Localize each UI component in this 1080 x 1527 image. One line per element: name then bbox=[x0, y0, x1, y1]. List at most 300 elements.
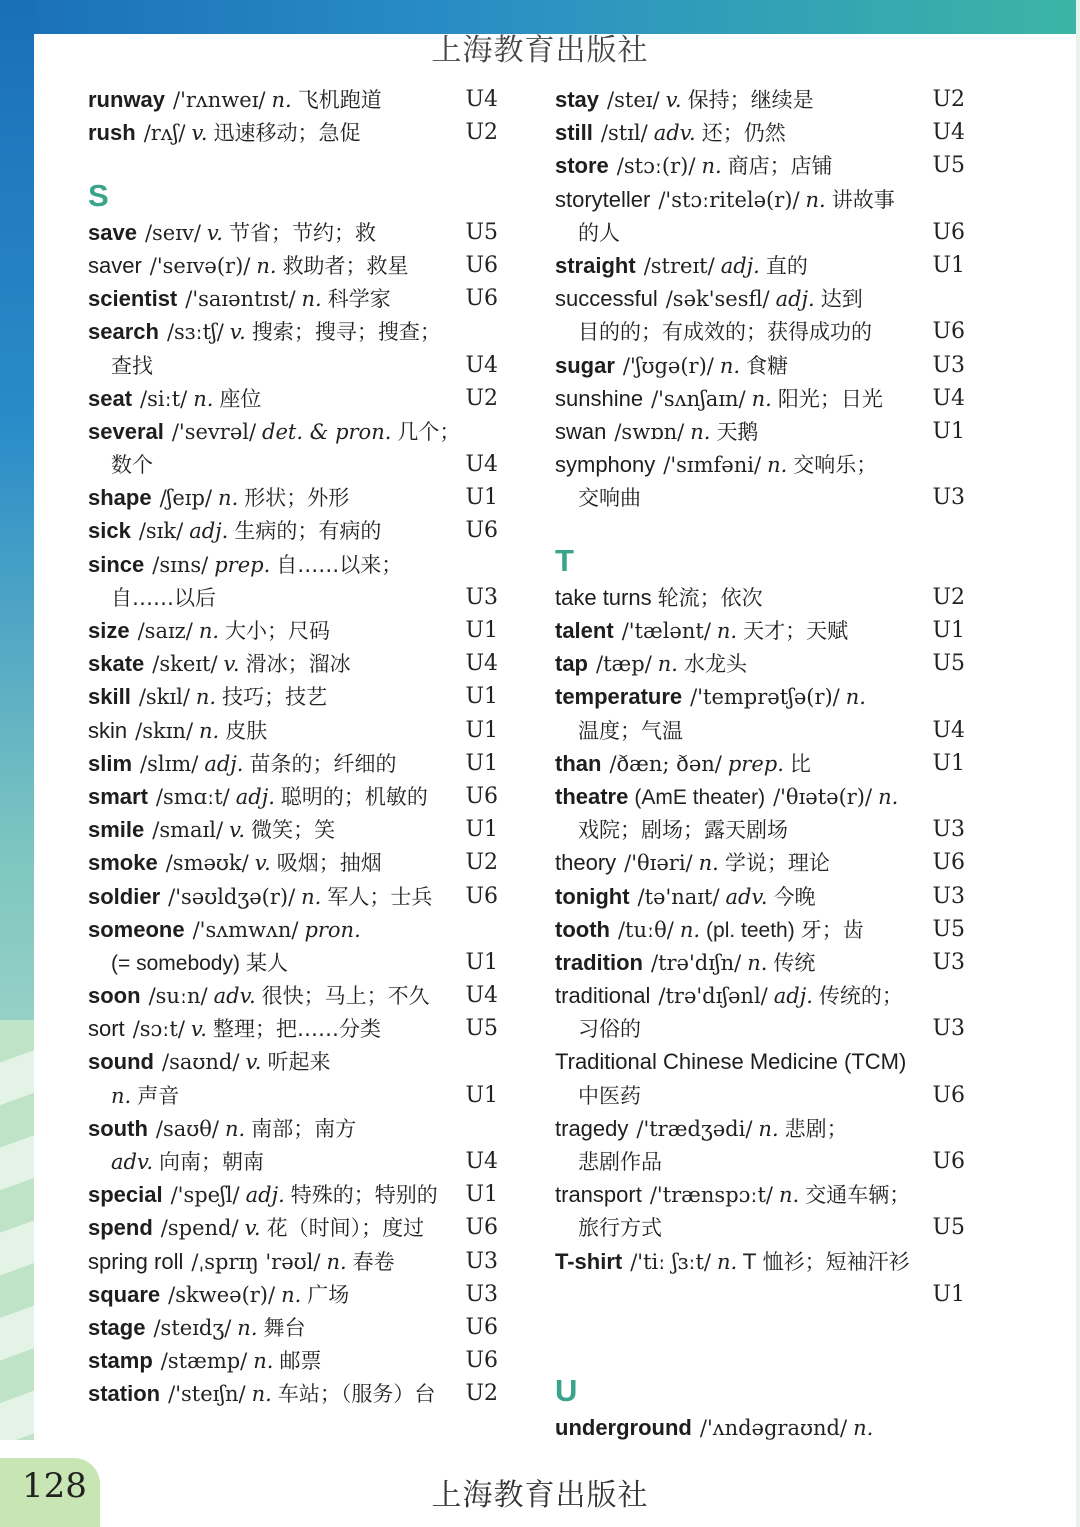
headword: temperature bbox=[555, 684, 683, 710]
entry-continuation bbox=[88, 349, 498, 382]
unit-ref: U5 bbox=[465, 1016, 498, 1042]
definition: 悲剧作品 bbox=[578, 1150, 662, 1175]
headword: smoke bbox=[88, 850, 158, 876]
glossary-entry bbox=[555, 349, 965, 382]
left-border bbox=[0, 0, 34, 1440]
glossary-entry bbox=[555, 382, 965, 415]
part-of-speech: n. bbox=[193, 386, 214, 411]
headword: spring roll bbox=[88, 1248, 184, 1274]
unit-ref: U3 bbox=[932, 949, 965, 975]
phonetic: /trə'dɪʃn/ bbox=[651, 950, 742, 975]
phonetic: /suːn/ bbox=[148, 984, 208, 1009]
entry-continuation bbox=[555, 481, 965, 514]
headword: sunshine bbox=[555, 385, 644, 411]
glossary-entry bbox=[555, 415, 965, 448]
definition: 学说；理论 bbox=[724, 851, 830, 876]
phonetic: /saɪz/ bbox=[137, 619, 193, 644]
part-of-speech: n. bbox=[199, 718, 220, 743]
headword: slim bbox=[88, 750, 133, 776]
unit-ref: U1 bbox=[932, 750, 965, 776]
glossary-entry bbox=[88, 680, 498, 713]
definition: 数个 bbox=[111, 453, 153, 478]
definition: 车站；（服务）台 bbox=[277, 1382, 436, 1407]
phonetic: /'θɪətə(r)/ bbox=[773, 784, 873, 809]
headword: save bbox=[88, 219, 137, 245]
headword: sick bbox=[88, 518, 131, 544]
glossary-entry bbox=[555, 581, 965, 614]
part-of-speech: n. bbox=[845, 685, 866, 710]
headword: sugar bbox=[555, 352, 615, 378]
part-of-speech: adv. bbox=[725, 884, 768, 909]
phonetic: /skɪn/ bbox=[135, 718, 194, 743]
definition: 生病的；有病的 bbox=[234, 519, 382, 544]
definition: 阳光；日光 bbox=[777, 386, 883, 411]
headword: skill bbox=[88, 684, 131, 710]
headword: since bbox=[88, 551, 145, 577]
phonetic: /sɔːt/ bbox=[132, 1017, 185, 1042]
part-of-speech: v. bbox=[206, 220, 223, 245]
definition: 搜索；搜寻；搜查； bbox=[251, 320, 441, 345]
unit-ref: U5 bbox=[465, 219, 498, 245]
definition: 传统的； bbox=[818, 984, 903, 1009]
part-of-speech: adj. bbox=[245, 1183, 285, 1208]
part-of-speech: n. bbox=[301, 884, 322, 909]
definition: 很快；马上；不久 bbox=[261, 984, 430, 1009]
headword: take turns bbox=[555, 584, 652, 610]
definition: 滑冰；溜冰 bbox=[245, 652, 351, 677]
glossary-entry bbox=[88, 913, 498, 946]
headword: talent bbox=[555, 618, 614, 644]
part-of-speech: n. bbox=[256, 253, 277, 278]
letter-section-row bbox=[555, 514, 965, 580]
glossary-entry bbox=[555, 979, 965, 1012]
headword: tonight bbox=[555, 883, 630, 909]
phonetic: /siːt/ bbox=[140, 386, 188, 411]
part-of-speech: adv. bbox=[213, 984, 256, 1009]
definition: 还；仍然 bbox=[701, 121, 786, 146]
part-of-speech: n. bbox=[716, 619, 738, 644]
headword: symphony bbox=[555, 452, 656, 478]
unit-ref: U4 bbox=[465, 452, 498, 478]
headword: soldier bbox=[88, 883, 161, 909]
headword: spend bbox=[88, 1215, 153, 1241]
part-of-speech: adj. bbox=[204, 751, 244, 776]
phonetic: /'rʌnweɪ/ bbox=[173, 88, 266, 112]
part-of-speech: n. bbox=[195, 685, 217, 710]
glossary-entry bbox=[88, 979, 498, 1012]
entry-continuation bbox=[88, 946, 498, 979]
section-letter: S bbox=[88, 177, 109, 213]
glossary-entry bbox=[555, 680, 965, 713]
headword: store bbox=[555, 153, 609, 179]
definition: 交响乐； bbox=[793, 453, 878, 478]
phonetic: /skɪl/ bbox=[138, 685, 190, 710]
definition: 军人；士兵 bbox=[327, 884, 433, 909]
phonetic: /'sɪmfəni/ bbox=[663, 453, 762, 478]
part-of-speech: n. bbox=[698, 851, 719, 876]
glossary-entry bbox=[555, 846, 965, 879]
definition: 春卷 bbox=[352, 1249, 395, 1274]
headword: smile bbox=[88, 817, 145, 843]
entry-continuation bbox=[555, 1079, 965, 1112]
part-of-speech: det. & pron. bbox=[262, 419, 392, 444]
unit-ref: U3 bbox=[932, 352, 965, 378]
phonetic: /spend/ bbox=[160, 1216, 239, 1241]
phonetic: /saʊθ/ bbox=[155, 1116, 220, 1141]
unit-ref: U6 bbox=[465, 252, 498, 278]
unit-ref: U6 bbox=[932, 219, 965, 245]
entry-continuation bbox=[555, 315, 965, 348]
unit-ref: U2 bbox=[465, 1381, 498, 1407]
headword: tap bbox=[555, 651, 588, 677]
headword: stamp bbox=[88, 1348, 153, 1374]
headword: shape bbox=[88, 485, 152, 511]
headword: traditional bbox=[555, 983, 651, 1009]
definition: 旅行方式 bbox=[578, 1216, 662, 1241]
glossary-entry bbox=[88, 514, 498, 547]
part-of-speech: n. bbox=[805, 187, 826, 212]
glossary-entry bbox=[555, 1245, 965, 1278]
phonetic: /trə'dɪʃənl/ bbox=[658, 984, 768, 1009]
headword: successful bbox=[555, 286, 658, 312]
glossary-entry bbox=[88, 548, 498, 581]
part-of-speech: n. bbox=[853, 1415, 874, 1440]
entry-continuation bbox=[88, 581, 498, 614]
phonetic: /sɪk/ bbox=[138, 519, 184, 544]
part-of-speech: adj. bbox=[235, 784, 275, 809]
header-publisher: 上海教育出版社 bbox=[431, 33, 649, 68]
glossary-entry bbox=[555, 149, 965, 182]
part-of-speech: n. bbox=[719, 353, 741, 378]
phonetic: /skweə(r)/ bbox=[168, 1282, 276, 1307]
entry-continuation bbox=[555, 1012, 965, 1045]
glossary-entry bbox=[88, 116, 498, 149]
entry-continuation bbox=[88, 1145, 498, 1178]
glossary-entry bbox=[555, 747, 965, 780]
part-of-speech: n. bbox=[301, 287, 322, 312]
definition: 整理；把……分类 bbox=[212, 1017, 381, 1042]
phonetic: /'trænspɔːt/ bbox=[649, 1183, 773, 1208]
headword: rush bbox=[88, 120, 136, 146]
unit-ref: U4 bbox=[465, 352, 498, 378]
definition: 飞机跑道 bbox=[297, 88, 382, 112]
definition: 苗条的；纤细的 bbox=[249, 751, 397, 776]
unit-ref: U1 bbox=[932, 618, 965, 644]
glossary-entry bbox=[555, 249, 965, 282]
glossary-entry bbox=[88, 1211, 498, 1244]
entry-continuation bbox=[555, 714, 965, 747]
definition: 皮肤 bbox=[225, 718, 268, 743]
unit-ref: U1 bbox=[932, 252, 965, 278]
phonetic: /ˌsprɪŋ 'rəʊl/ bbox=[191, 1249, 321, 1274]
unit-ref: U1 bbox=[465, 684, 498, 710]
part-of-speech: n. bbox=[271, 88, 292, 112]
headword: tradition bbox=[555, 949, 643, 975]
unit-ref: U2 bbox=[932, 584, 965, 610]
glossary-entry bbox=[88, 1344, 498, 1377]
unit-ref: U4 bbox=[932, 120, 965, 146]
phonetic: /smaɪl/ bbox=[152, 818, 224, 843]
phonetic: /ʃeɪp/ bbox=[159, 486, 213, 511]
phonetic: /saʊnd/ bbox=[162, 1050, 240, 1075]
unit-ref: U6 bbox=[465, 883, 498, 909]
part-of-speech: n. bbox=[111, 1083, 132, 1108]
headword: skin bbox=[88, 717, 128, 743]
phonetic: /tuːθ/ bbox=[617, 917, 674, 942]
glossary-entry bbox=[88, 1278, 498, 1311]
phonetic: /skeɪt/ bbox=[152, 652, 218, 677]
glossary-column-left bbox=[88, 83, 498, 1411]
part-of-speech: n. bbox=[198, 619, 220, 644]
phonetic: /ðæn; ðən/ bbox=[609, 751, 722, 776]
definition: 交响曲 bbox=[578, 486, 641, 511]
headword: straight bbox=[555, 252, 636, 278]
unit-ref: U6 bbox=[465, 1215, 498, 1241]
unit-ref: U6 bbox=[465, 1348, 498, 1374]
headword: still bbox=[555, 120, 593, 146]
definition: 水龙头 bbox=[683, 652, 747, 677]
glossary-entry bbox=[88, 315, 498, 348]
glossary-entry bbox=[88, 249, 498, 282]
part-of-speech: adj. bbox=[775, 287, 815, 312]
headword: tragedy bbox=[555, 1115, 629, 1141]
unit-ref: U3 bbox=[465, 1248, 498, 1274]
phonetic: /streɪt/ bbox=[643, 253, 715, 278]
unit-ref: U3 bbox=[932, 485, 965, 511]
part-of-speech: n. bbox=[701, 154, 722, 179]
definition: 温度；气温 bbox=[578, 718, 683, 743]
headword: underground bbox=[555, 1414, 692, 1440]
phonetic: /'sʌnʃaɪn/ bbox=[651, 386, 746, 411]
definition: 悲剧； bbox=[784, 1116, 848, 1141]
headword: soon bbox=[88, 983, 141, 1009]
phonetic: /'sʌmwʌn/ bbox=[192, 917, 299, 942]
definition: 商店；店铺 bbox=[727, 154, 833, 179]
unit-ref: U4 bbox=[465, 983, 498, 1009]
phonetic: /'tiː ʃɜːt/ bbox=[630, 1249, 711, 1274]
definition: 救助者；救星 bbox=[282, 253, 409, 278]
unit-ref: U3 bbox=[932, 883, 965, 909]
part-of-speech: n. bbox=[326, 1249, 347, 1274]
glossary-entry bbox=[88, 282, 498, 315]
glossary-entry bbox=[555, 647, 965, 680]
unit-ref: U6 bbox=[932, 1149, 965, 1175]
unit-ref: U1 bbox=[465, 485, 498, 511]
unit-ref: U6 bbox=[932, 319, 965, 345]
definition: 保持；继续是 bbox=[687, 88, 814, 112]
entry-continuation bbox=[555, 1278, 965, 1311]
glossary-entry bbox=[555, 780, 965, 813]
definition: 今晚 bbox=[773, 884, 816, 909]
unit-ref: U6 bbox=[465, 518, 498, 544]
phonetic: /'saɪəntɪst/ bbox=[185, 287, 296, 312]
unit-ref: U5 bbox=[932, 1215, 965, 1241]
glossary-entry bbox=[88, 83, 498, 116]
glossary-entry bbox=[88, 614, 498, 647]
phonetic: /'ʌndəgraʊnd/ bbox=[699, 1415, 848, 1440]
glossary-entry bbox=[88, 813, 498, 846]
unit-ref: U1 bbox=[932, 1281, 965, 1307]
unit-ref: U3 bbox=[465, 584, 498, 610]
glossary-entry bbox=[555, 282, 965, 315]
phonetic: /'sevrəl/ bbox=[171, 419, 257, 444]
definition: 食糖 bbox=[746, 353, 789, 378]
definition: 传统 bbox=[773, 950, 816, 975]
part-of-speech: pron. bbox=[304, 917, 361, 942]
unit-ref: U5 bbox=[932, 651, 965, 677]
unit-ref: U1 bbox=[465, 817, 498, 843]
definition: 天鹅 bbox=[716, 419, 759, 444]
part-of-speech: v. bbox=[665, 88, 682, 112]
glossary-entry bbox=[88, 780, 498, 813]
headword: than bbox=[555, 750, 602, 776]
headword: several bbox=[88, 418, 164, 444]
part-of-speech: adj. bbox=[189, 519, 229, 544]
headword: square bbox=[88, 1281, 161, 1307]
part-of-speech: n. bbox=[253, 1349, 274, 1374]
phonetic: /sək'sesfl/ bbox=[665, 287, 770, 312]
phonetic: /steɪ/ bbox=[607, 88, 660, 112]
headword: someone bbox=[88, 916, 185, 942]
entry-continuation bbox=[555, 216, 965, 249]
glossary-entry bbox=[555, 1112, 965, 1145]
part-of-speech: prep. bbox=[727, 751, 784, 776]
glossary-entry bbox=[88, 382, 498, 415]
unit-ref: U1 bbox=[465, 717, 498, 743]
definition: 中医药 bbox=[578, 1083, 641, 1108]
glossary-entry bbox=[88, 481, 498, 514]
phonetic: /tə'naɪt/ bbox=[637, 884, 720, 909]
unit-ref: U1 bbox=[465, 1082, 498, 1108]
phonetic: /sɜːtʃ/ bbox=[166, 320, 224, 345]
glossary-entry bbox=[88, 1045, 498, 1078]
part-of-speech: adv. bbox=[111, 1150, 154, 1175]
unit-ref: U4 bbox=[465, 1149, 498, 1175]
headword: sound bbox=[88, 1049, 154, 1075]
headword: scientist bbox=[88, 286, 178, 312]
part-of-speech: n. bbox=[679, 917, 701, 942]
glossary-entry bbox=[555, 913, 965, 946]
definition: 查找 bbox=[111, 353, 153, 378]
letter-section-row bbox=[555, 1344, 965, 1410]
glossary-entry bbox=[88, 714, 498, 747]
definition: 自……以后 bbox=[111, 585, 216, 610]
phonetic: /'ʃʊgə(r)/ bbox=[622, 353, 714, 378]
phonetic: /'trædʒədi/ bbox=[636, 1116, 753, 1141]
part-of-speech: n. bbox=[690, 419, 711, 444]
phonetic: /seɪv/ bbox=[144, 220, 201, 245]
phonetic: /sɪns/ bbox=[152, 552, 209, 577]
glossary-entry bbox=[555, 614, 965, 647]
headword: saver bbox=[88, 252, 142, 278]
definition: 达到 bbox=[820, 287, 863, 312]
headword: skate bbox=[88, 651, 145, 677]
part-of-speech: n. bbox=[218, 486, 239, 511]
glossary-entry bbox=[555, 1178, 965, 1211]
usage-note: (= somebody) bbox=[111, 951, 240, 975]
definition: 科学家 bbox=[327, 287, 391, 312]
section-letter: U bbox=[555, 1372, 578, 1408]
glossary-entry bbox=[555, 946, 965, 979]
phonetic: /stæmp/ bbox=[160, 1349, 248, 1374]
unit-ref: U3 bbox=[465, 1281, 498, 1307]
definition: 自……以来； bbox=[276, 552, 403, 577]
headword: stay bbox=[555, 87, 600, 112]
page-number: 128 bbox=[22, 1466, 87, 1506]
definition: 迅速移动；急促 bbox=[213, 121, 361, 146]
definition: 大小；尺码 bbox=[225, 619, 331, 644]
definition: 技巧；技艺 bbox=[222, 685, 328, 710]
usage-note: (pl. teeth) bbox=[706, 918, 795, 942]
spacer-row bbox=[555, 1311, 965, 1344]
definition: 声音 bbox=[137, 1083, 180, 1108]
unit-ref: U5 bbox=[932, 916, 965, 942]
section-letter: T bbox=[555, 542, 574, 578]
footer-publisher: 上海教育出版社 bbox=[431, 1478, 649, 1513]
part-of-speech: n. bbox=[716, 1249, 738, 1274]
unit-ref: U1 bbox=[465, 1182, 498, 1208]
part-of-speech: v. bbox=[254, 851, 271, 876]
part-of-speech: n. bbox=[751, 386, 772, 411]
unit-ref: U1 bbox=[465, 949, 498, 975]
variant-note: (AmE theater) bbox=[634, 785, 766, 809]
headword: search bbox=[88, 319, 159, 345]
unit-ref: U4 bbox=[465, 651, 498, 677]
part-of-speech: n. bbox=[779, 1183, 800, 1208]
definition: 座位 bbox=[219, 386, 262, 411]
headword: seat bbox=[88, 385, 133, 411]
part-of-speech: v. bbox=[191, 121, 208, 146]
unit-ref: U6 bbox=[465, 783, 498, 809]
glossary-entry bbox=[88, 647, 498, 680]
headword: sort bbox=[88, 1016, 125, 1042]
part-of-speech: n. bbox=[237, 1315, 258, 1340]
phonetic: /smɑːt/ bbox=[155, 784, 230, 809]
headword: south bbox=[88, 1115, 148, 1141]
headword: smart bbox=[88, 783, 148, 809]
definition: 直的 bbox=[765, 253, 808, 278]
part-of-speech: v. bbox=[245, 1050, 262, 1075]
headword: theatre bbox=[555, 783, 629, 809]
definition: 形状；外形 bbox=[244, 486, 350, 511]
definition: 轮流；依次 bbox=[657, 585, 763, 610]
glossary-entry bbox=[88, 1377, 498, 1410]
unit-ref: U6 bbox=[932, 1082, 965, 1108]
unit-ref: U2 bbox=[932, 87, 965, 112]
definition: 几个； bbox=[397, 419, 461, 444]
phonetic: /rʌʃ/ bbox=[143, 121, 186, 146]
definition: 的人 bbox=[578, 220, 620, 245]
part-of-speech: adj. bbox=[720, 253, 760, 278]
phonetic: /steɪdʒ/ bbox=[153, 1315, 232, 1340]
definition: 讲故事 bbox=[831, 187, 895, 212]
phonetic: /sməʊk/ bbox=[165, 851, 249, 876]
part-of-speech: n. bbox=[767, 453, 788, 478]
glossary-entry bbox=[555, 448, 965, 481]
phonetic: /'tælənt/ bbox=[621, 619, 711, 644]
glossary-entry bbox=[88, 880, 498, 913]
entry-continuation bbox=[555, 813, 965, 846]
unit-ref: U2 bbox=[465, 850, 498, 876]
phonetic: /'steɪʃn/ bbox=[168, 1382, 246, 1407]
phonetic: /stɔː(r)/ bbox=[616, 154, 696, 179]
glossary-entry bbox=[555, 116, 965, 149]
definition: 吸烟；抽烟 bbox=[276, 851, 382, 876]
glossary-entry bbox=[88, 1245, 498, 1278]
unit-ref: U4 bbox=[932, 385, 965, 411]
glossary-entry bbox=[555, 1045, 965, 1078]
phonetic: /tæp/ bbox=[596, 652, 652, 677]
